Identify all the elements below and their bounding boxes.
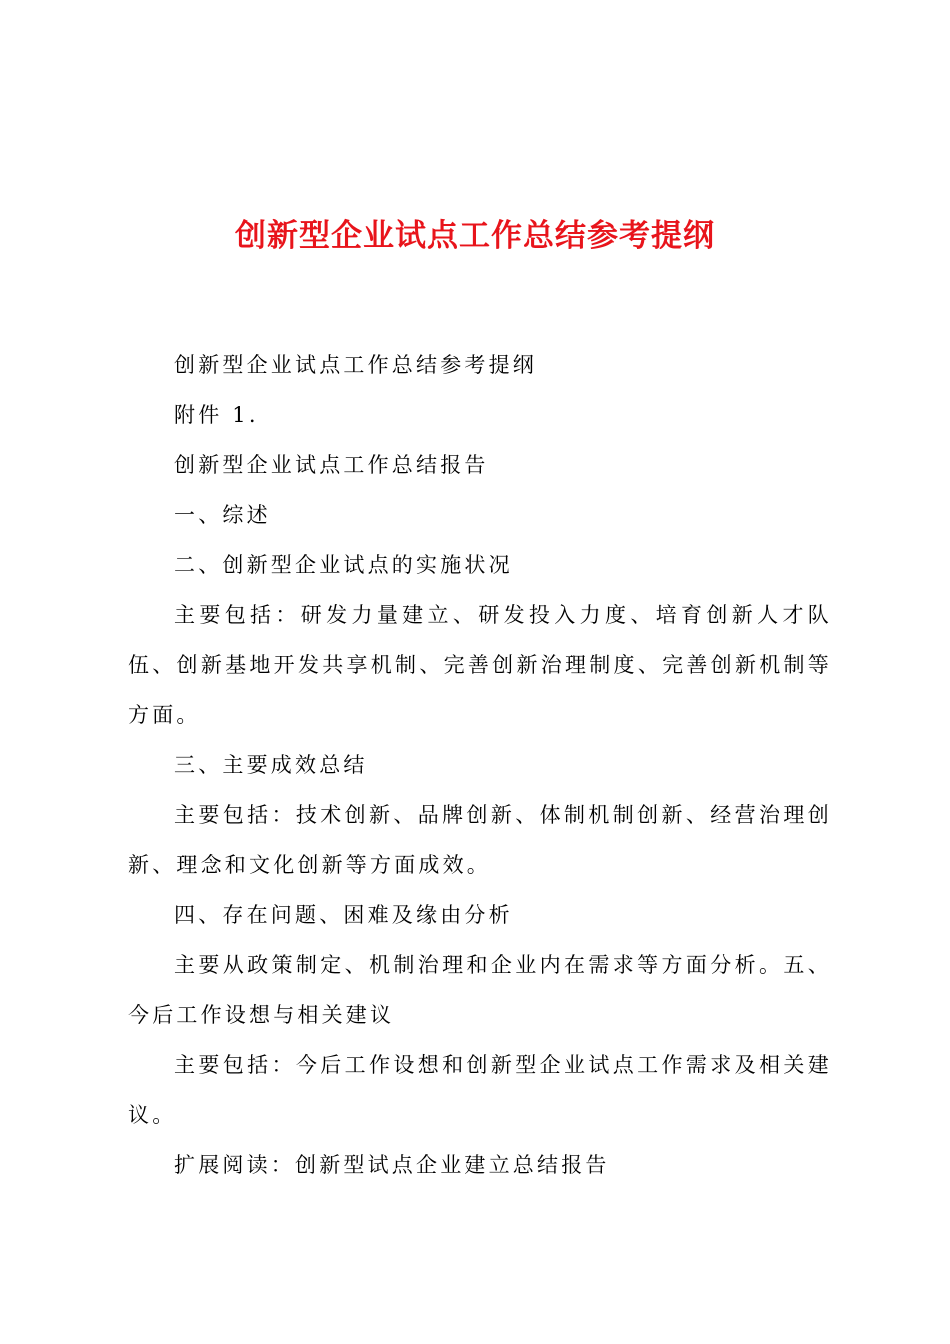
section-heading-3: 三、主要成效总结 (174, 753, 368, 777)
paragraph-section-2-content: 主要包括：研发力量建立、研发投入力度、培育创新人才队伍、创新基地开发共享机制、完善创新治理制度、完善创新机制等方面。 (128, 603, 832, 727)
paragraph-report-title: 创新型企业试点工作总结报告 (174, 453, 489, 477)
paragraph-section-4-content: 主要从政策制定、机制治理和企业内在需求等方面分析。五、今后工作设想与相关建议 (128, 953, 832, 1027)
section-heading-1: 一、综述 (174, 503, 271, 527)
paragraph-section-3-content: 主要包括：技术创新、品牌创新、体制机制创新、经营治理创新、理念和文化创新等方面成效。 (128, 803, 832, 877)
paragraph-attachment: 附件 1. (174, 403, 259, 427)
paragraph-section-5-content: 主要包括：今后工作设想和创新型企业试点工作需求及相关建议。 (128, 1053, 832, 1127)
document-title: 创新型企业试点工作总结参考提纲 (235, 218, 715, 254)
section-heading-4: 四、存在问题、困难及缘由分析 (174, 903, 513, 927)
section-heading-2: 二、创新型企业试点的实施状况 (174, 553, 513, 577)
paragraph-subtitle: 创新型企业试点工作总结参考提纲 (174, 353, 537, 377)
document-body (128, 340, 832, 1190)
paragraph-extended-reading: 扩展阅读：创新型试点企业建立总结报告 (174, 1153, 610, 1177)
